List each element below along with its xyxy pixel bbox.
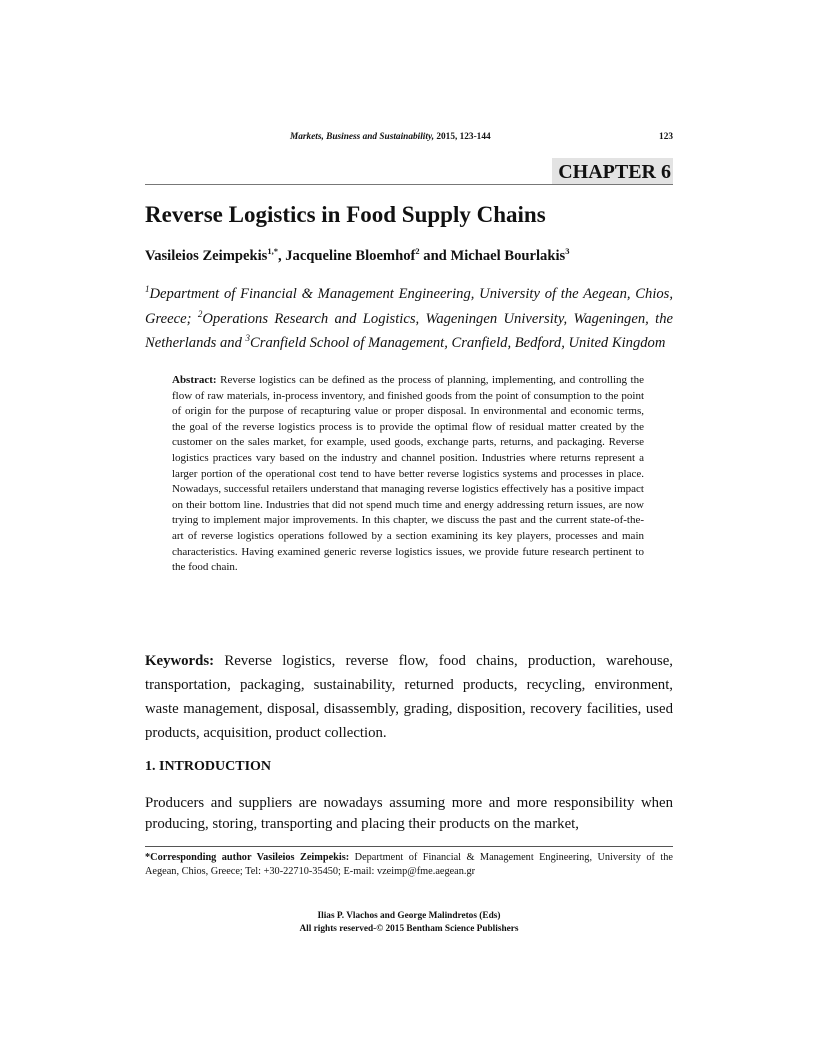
affiliation-sup: 3 [245, 333, 251, 344]
running-head [145, 132, 673, 146]
affiliation-sup: 1 [145, 284, 150, 294]
abstract-label: Abstract: [172, 374, 217, 386]
author-name: Jacqueline Bloemhof [285, 247, 416, 264]
author-sup: 1,* [267, 246, 278, 256]
chapter-title: Reverse Logistics in Food Supply Chains [145, 202, 546, 227]
abstract [172, 373, 644, 576]
author-list [145, 246, 569, 265]
section-heading: 1. INTRODUCTION [145, 759, 272, 774]
author-separator: and [419, 247, 451, 264]
affiliation-text: Operations Research and Logistics, Wageningen University, Wageningen, the Netherlands and [145, 310, 673, 352]
author-name: Vasileios Zeimpekis [145, 247, 268, 264]
page-number: 123 [659, 132, 673, 142]
footnote-label: *Corresponding author Vasileios Zeimpekis: [145, 852, 350, 863]
journal-name: Markets, Business and Sustainability, [290, 132, 435, 142]
affiliation-text: Cranfield School of Management, Cranfield, Bedford, United Kingdom [250, 335, 666, 352]
affiliation-text: Department of Financial & Management Engineering, University of the Aegean, Chios, Greece; [145, 285, 673, 327]
chapter-label: CHAPTER 6 [552, 158, 673, 185]
author-name: Michael Bourlakis [450, 247, 566, 264]
keywords-label: Keywords: [145, 653, 215, 669]
author-separator: , [277, 247, 286, 264]
editors-line: Ilias P. Vlachos and George Malindretos (Eds) [317, 911, 501, 921]
chapter-rule [145, 184, 673, 185]
author-sup: 3 [565, 246, 570, 256]
keywords-text: Reverse logistics, reverse flow, food chains, production, warehouse, transportation, packaging, sustainability, returned products, recycling, environment, waste management, disposal, disassembly, grading, disposition, recovery facilities, used products, acquisition, product collection. [145, 653, 673, 741]
abstract-text: Reverse logistics can be defined as the process of planning, implementing, and controlling the flow of raw materials, in-process inventory, and finished goods from the point of consumption to the point of origin for the purpose of recapturing value or proper disposal. In environmental and economic terms, the goal of the reverse logistics process is to provide the optimal flow of residual matter created by the customer on the sales market, for example, used goods, exchange parts, returns, and packaging. Reverse logistics practices vary based on the industry and channel position. Industries where returns represent a larger portion of the operational cost tend to have better reverse logistics systems and processes in place. Nowadays, successful retailers understand that managing reverse logistics effectively has a positive impact on their bottom line. Industries that did not spend much time and energy addressing return issues, are now trying to implement major improvements. In this chapter, we discuss the past and the current state-of-the-art of reverse logistics operations followed by a section examining its key players, processes and main characteristics. Having examined generic reverse logistics issues, we provide future research pertinent to the food chain. [172, 374, 644, 574]
author-sup: 2 [415, 246, 420, 256]
journal-citation [290, 132, 491, 142]
footnote [145, 851, 673, 879]
affiliations [145, 280, 673, 354]
journal-year-pages: 2015, 123-144 [434, 132, 491, 142]
rights-line: All rights reserved-© 2015 Bentham Science Publishers [299, 924, 519, 934]
publisher-info [145, 910, 673, 936]
section-paragraph: Producers and suppliers are nowadays assuming more and more responsibility when producing, storing, transporting and placing their products on the market, [145, 795, 673, 832]
footnote-rule [145, 846, 673, 847]
footnote-text: Department of Financial & Management Engineering, University of the Aegean, Chios, Greece; Tel: +30-22710-35450; E-mail: vzeimp@fme.aegean.gr [145, 852, 673, 877]
affiliation-sup: 2 [197, 308, 203, 319]
keywords [145, 650, 673, 746]
